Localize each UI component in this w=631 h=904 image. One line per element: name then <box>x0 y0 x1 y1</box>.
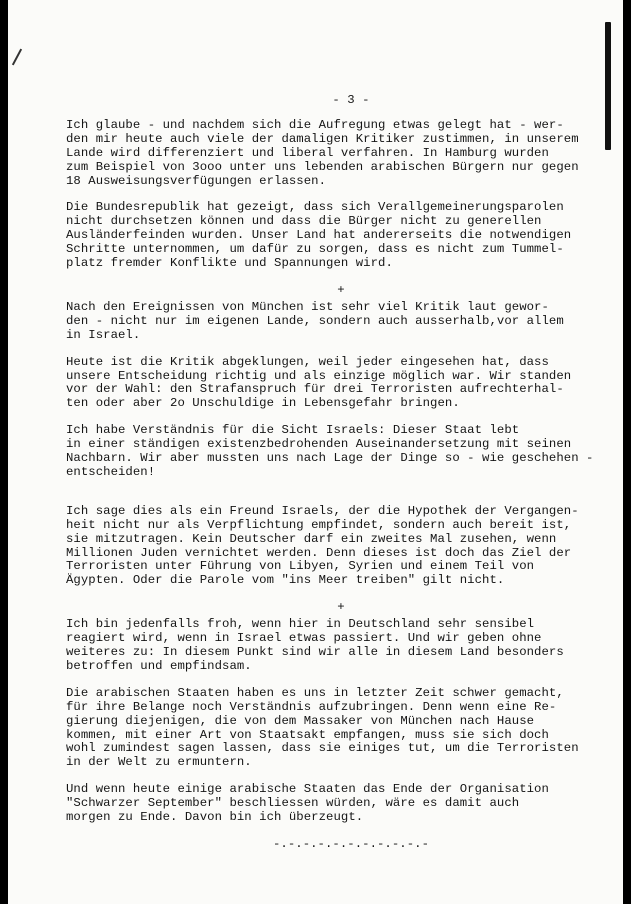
paragraph: Die arabischen Staaten haben es uns in letzter Zeit schwer gemacht, für ihre Belange noch Verständnis aufzubringen. Denn wenn eine Re- gierung diejenigen, die von dem Massaker von München nach Hause kommen, mit einer Art von Staatsakt empfangen, muss sie sich doch wohl zumindest sagen lassen, dass sie einiges tut, um die Terroristen in der Welt zu ermuntern. <box>66 685 579 770</box>
paragraph: Nach den Ereignissen von München ist sehr viel Kritik laut gewor- den - nicht nur im eigenen Lande, sondern auch ausserhalb,vor allem in Israel. <box>66 299 564 342</box>
document-body <box>66 94 596 852</box>
paragraph: Ich glaube - und nachdem sich die Aufregung etwas gelegt hat - wer- den mir heute auch viele der damaligen Kritiker zustimmen, in unserem Lande wird differenziert und liberal verfahren. In Hamburg wurden zum Beispiel von 3ooo unter uns lebenden arabischen Bürgern nur gegen 18 Ausweisungsverfügungen erlassen. <box>66 117 579 188</box>
page-number: - 3 - <box>332 93 370 107</box>
pen-mark <box>12 49 22 66</box>
paragraph: Ich bin jedenfalls froh, wenn hier in Deutschland sehr sensibel reagiert wird, wenn in Israel etwas passiert. Und wir geben ohne weiteres zu: In diesem Punkt sind wir alle in diesem Land besonders betroffen und empfindsam. <box>66 617 564 673</box>
section-separator: + <box>337 282 345 297</box>
document-page <box>8 0 623 904</box>
paragraph: Die Bundesrepublik hat gezeigt, dass sich Verallgemeinerungsparolen nicht durchsetzen können und dass die Bürger nicht zu generellen Ausländerfeinden wurden. Unser Land hat andererseits die notwendigen Schritte unternommen, um dafür zu sorgen, dass es nicht zum Tummel- platz fremder Konflikte und Spannungen wird. <box>66 200 572 271</box>
paragraph: Ich sage dies als ein Freund Israels, der die Hypothek der Vergangen- heit nicht nur als Verpflichtung empfindet, sondern auch bereit ist, sie mitzutragen. Kein Deutscher darf ein zweites Mal zusehen, wenn Millionen Juden vernichtet werden. Denn dieses ist doch das Ziel der Terroristen unter Führung von Libyen, Syrien und einem Teil von Ägypten. Oder die Parole vom "ins Meer treiben" gilt nicht. <box>66 503 579 588</box>
margin-bar <box>605 22 611 150</box>
paragraph: Ich habe Verständnis für die Sicht Israels: Dieser Staat lebt in einer ständigen existenzbedrohenden Auseinandersetzung mit seinen Nachbarn. Wir aber mussten uns nach Lage der Dinge so - wie geschehen - entscheiden! <box>66 423 594 479</box>
end-marker: -.-.-.-.-.-.-.-.-.-.- <box>272 836 430 851</box>
section-separator: + <box>337 600 345 615</box>
scan-border <box>625 0 631 904</box>
paragraph: Und wenn heute einige arabische Staaten das Ende der Organisation "Schwarzer September" beschliessen würden, wäre es damit auch morgen zu Ende. Davon bin ich überzeugt. <box>66 782 549 825</box>
paragraph: Heute ist die Kritik abgeklungen, weil jeder eingesehen hat, dass unsere Entscheidung richtig und als einzige möglich war. Wir standen vor der Wahl: den Strafanspruch für drei Terroristen aufrechterhal- ten oder aber 2o Unschuldige in Lebensgefahr bringen. <box>66 354 572 411</box>
